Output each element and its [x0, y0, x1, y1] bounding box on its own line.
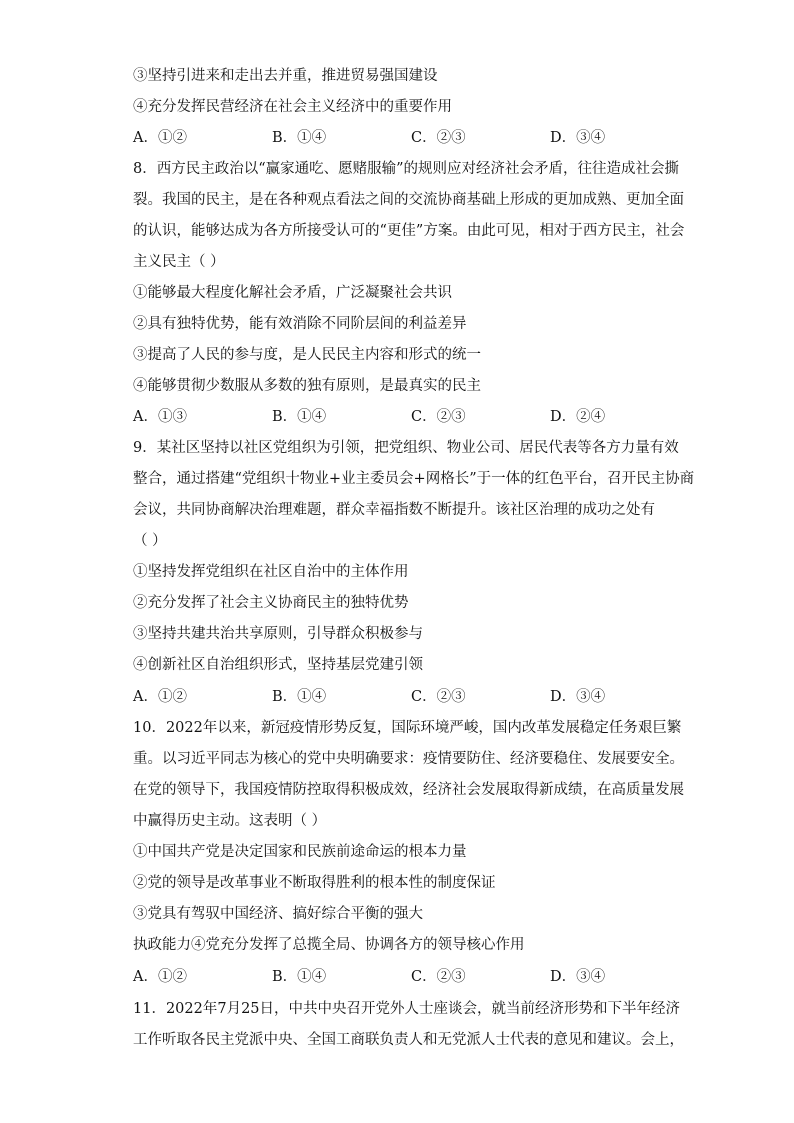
q10-option-4: 执政能力④党充分发挥了总揽全局、协调各方的领导核心作用: [133, 937, 525, 953]
q9-choice-d: D．③④: [550, 689, 606, 705]
q9-option-3: ③坚持共建共治共享原则，引导群众积极参与: [133, 626, 423, 642]
q9-stem-line-1: 9．某社区坚持以社区党组织为引领，把党组织、物业公司、居民代表等各方力量有效: [133, 440, 679, 456]
q8-stem-line-2: 裂。我国的民主，是在各种观点看法之间的交流协商基础上形成的更加成熟、更加全面: [133, 192, 684, 208]
q10-choice-b: B．①④: [272, 969, 327, 985]
q8-stem-line-3: 的认识，能够达成为各方所接受认可的“更佳”方案。由此可见，相对于西方民主，社会: [133, 223, 685, 239]
q7-option-4: ④充分发挥民营经济在社会主义经济中的重要作用: [133, 99, 452, 115]
q9-option-4: ④创新社区自治组织形式，坚持基层党建引领: [133, 657, 423, 673]
q8-choice-a: A．①③: [133, 409, 187, 425]
q8-choice-c: C．②③: [411, 409, 466, 425]
q8-option-1: ①能够最大程度化解社会矛盾，广泛凝聚社会共识: [133, 285, 452, 301]
q9-choices: [133, 686, 673, 708]
q8-choices: [133, 406, 673, 428]
q10-stem-line-4: 中赢得历史主动。这表明（ ）: [133, 813, 327, 829]
q7-choice-d: D．③④: [550, 130, 606, 146]
q7-choices: [133, 127, 673, 149]
q7-choice-a: A．①②: [133, 130, 187, 146]
q7-choice-b: B．①④: [272, 130, 327, 146]
q9-choice-b: B．①④: [272, 689, 327, 705]
q10-stem-line-2: 重。以习近平同志为核心的党中央明确要求：疫情要防住、经济要稳住、发展要安全。: [133, 751, 684, 767]
q11-stem-line-1: 11．2022年7月25日，中共中央召开党外人士座谈会，就当前经济形势和下半年经济: [133, 1001, 681, 1017]
q10-choices: [133, 966, 673, 988]
q10-stem-line-3: 在党的领导下，我国疫情防控取得积极成效，经济社会发展取得新成绩，在高质量发展: [133, 782, 684, 798]
q10-option-3: ③党具有驾驭中国经济、搞好综合平衡的强大: [133, 906, 423, 922]
q10-choice-c: C．②③: [411, 969, 466, 985]
q8-stem-line-1: 8．西方民主政治以“赢家通吃、愿赌服输”的规则应对经济社会矛盾，往往造成社会撕: [133, 161, 680, 177]
q9-option-2: ②充分发挥了社会主义协商民主的独特优势: [133, 595, 409, 611]
q9-stem-line-3: 会议，共同协商解决治理难题，群众幸福指数不断提升。该社区治理的成功之处有: [133, 502, 655, 518]
q7-option-3: ③坚持引进来和走出去并重，推进贸易强国建设: [133, 68, 438, 84]
q7-choice-c: C．②③: [411, 130, 466, 146]
q9-stem-line-4: （ ）: [133, 533, 167, 549]
q10-option-1: ①中国共产党是决定国家和民族前途命运的根本力量: [133, 844, 467, 860]
q8-stem-line-4: 主义民主（ ）: [133, 254, 225, 270]
q8-option-2: ②具有独特优势，能有效消除不同阶层间的利益差异: [133, 316, 467, 332]
q8-choice-b: B．①④: [272, 409, 327, 425]
q9-stem-line-2: 整合，通过搭建“党组织十物业+业主委员会+网格长”于一体的红色平台，召开民主协商: [133, 471, 695, 487]
q9-choice-c: C．②③: [411, 689, 466, 705]
q10-option-2: ②党的领导是改革事业不断取得胜利的根本性的制度保证: [133, 875, 496, 891]
q9-option-1: ①坚持发挥党组织在社区自治中的主体作用: [133, 564, 409, 580]
q8-choice-d: D．②④: [550, 409, 606, 425]
q11-stem-line-2: 工作听取各民主党派中央、全国工商联负责人和无党派人士代表的意见和建议。会上，: [133, 1032, 684, 1048]
q8-option-3: ③提高了人民的参与度，是人民民主内容和形式的统一: [133, 347, 481, 363]
q9-choice-a: A．①②: [133, 689, 187, 705]
q8-option-4: ④能够贯彻少数服从多数的独有原则，是最真实的民主: [133, 378, 481, 394]
q10-choice-d: D．③④: [550, 969, 606, 985]
q10-choice-a: A．①②: [133, 969, 187, 985]
q10-stem-line-1: 10．2022年以来，新冠疫情形势反复，国际环境严峻，国内改革发展稳定任务艰巨繁: [133, 720, 682, 736]
